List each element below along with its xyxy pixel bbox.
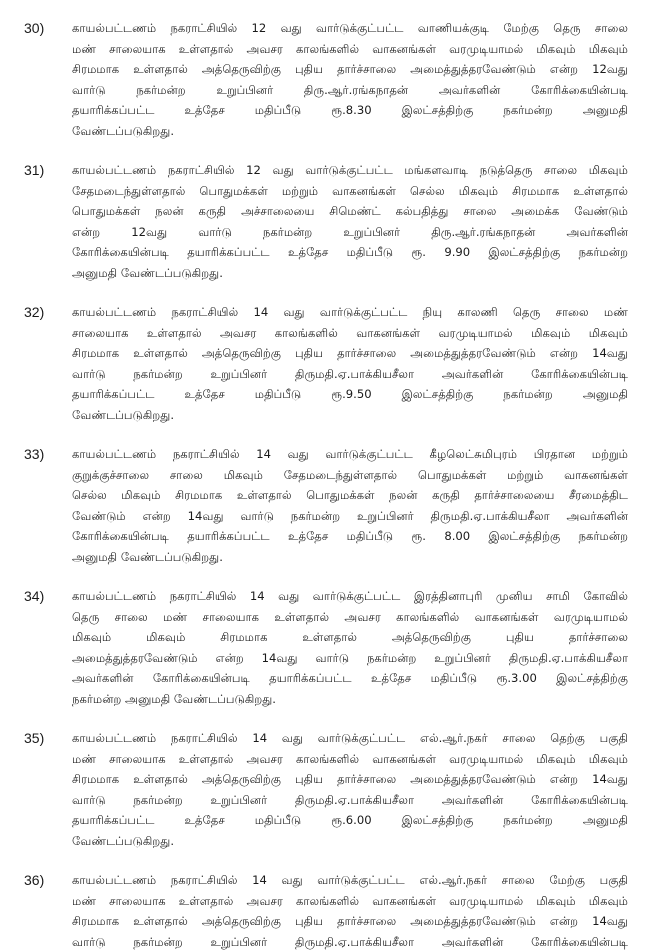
item-number: 32) bbox=[24, 302, 72, 323]
text-line: நகர்மன்ற அனுமதி வேண்டப்படுகிறது. bbox=[72, 689, 628, 710]
text-line: காயல்பட்டணம் நகராட்சியில் 14 வது வார்டுக்குட்பட்ட நியு காலணி தெரு சாலை மண் bbox=[72, 302, 628, 323]
text-line: சிரமமாக உள்ளதால் அத்தெருவிற்கு புதிய தார்ச்சாலை அமைத்துத்தரவேண்டும் என்ற 14வது bbox=[72, 769, 628, 790]
text-line: அனுமதி வேண்டப்படுகிறது. bbox=[72, 547, 628, 568]
item-number: 30) bbox=[24, 18, 72, 39]
text-line: வார்டு நகர்மன்ற உறுப்பினர் திரு.ஆர்.ரங்கநாதன் அவர்களின் கோரிக்கையின்படி bbox=[72, 80, 628, 101]
item-text bbox=[72, 18, 628, 141]
text-line: வேண்டப்படுகிறது. bbox=[72, 831, 628, 852]
text-line: அனுமதி வேண்டப்படுகிறது. bbox=[72, 263, 628, 284]
resolution-item-36 bbox=[24, 870, 628, 952]
text-line: குறுக்குச்சாலை சாலை மிகவும் சேதமடைந்துள்ளதால் பொதுமக்கள் மற்றும் வாகனங்கள் bbox=[72, 465, 628, 486]
item-number: 34) bbox=[24, 586, 72, 607]
item-text bbox=[72, 444, 628, 567]
text-line: வேண்டப்படுகிறது. bbox=[72, 121, 628, 142]
item-text bbox=[72, 302, 628, 425]
text-line: காயல்பட்டணம் நகராட்சியில் 12 வது வார்டுக்குட்பட்ட மங்களவாடி நடுத்தெரு சாலை மிகவும் bbox=[72, 160, 628, 181]
item-text bbox=[72, 728, 628, 851]
text-line: காயல்பட்டணம் நகராட்சியில் 14 வது வார்டுக்குட்பட்ட எல்.ஆர்.நகர் சாலை மேற்கு பகுதி bbox=[72, 870, 628, 891]
text-line: என்ற 12வது வார்டு நகர்மன்ற உறுப்பினர் திரு.ஆர்.ரங்கநாதன் அவர்களின் bbox=[72, 222, 628, 243]
resolution-item-32 bbox=[24, 302, 628, 425]
text-line: தயாரிக்கப்பட்ட உத்தேச மதிப்பீடு ரூ.8.30 இலட்சத்திற்கு நகர்மன்ற அனுமதி bbox=[72, 100, 628, 121]
text-line: சேதமடைந்துள்ளதால் பொதுமக்கள் மற்றும் வாகனங்கள் செல்ல மிகவும் சிரமமாக உள்ளதால் bbox=[72, 181, 628, 202]
text-line: சிரமமாக உள்ளதால் அத்தெருவிற்கு புதிய தார்ச்சாலை அமைத்துத்தரவேண்டும் என்ற 14வது bbox=[72, 911, 628, 932]
text-line: மிகவும் மிகவும் சிரமமாக உள்ளதால் அத்தெருவிற்கு புதிய தார்ச்சாலை bbox=[72, 627, 628, 648]
text-line: மண் சாலையாக உள்ளதால் அவசர காலங்களில் வாகனங்கள் வரமுடியாமல் மிகவும் மிகவும் bbox=[72, 891, 628, 912]
resolution-item-33 bbox=[24, 444, 628, 567]
text-line: வார்டு நகர்மன்ற உறுப்பினர் திருமதி.ஏ.பாக்கியசீலா அவர்களின் கோரிக்கையின்படி bbox=[72, 932, 628, 952]
text-line: கோரிக்கையின்படி தயாரிக்கப்பட்ட உத்தேச மதிப்பீடு ரூ. 8.00 இலட்சத்திற்கு நகர்மன்ற bbox=[72, 526, 628, 547]
resolution-item-31 bbox=[24, 160, 628, 283]
text-line: கோரிக்கையின்படி தயாரிக்கப்பட்ட உத்தேச மதிப்பீடு ரூ. 9.90 இலட்சத்திற்கு நகர்மன்ற bbox=[72, 242, 628, 263]
text-line: சிரமமாக உள்ளதால் அத்தெருவிற்கு புதிய தார்ச்சாலை அமைத்துத்தரவேண்டும் என்ற 14வது bbox=[72, 343, 628, 364]
item-text bbox=[72, 870, 628, 952]
text-line: செல்ல மிகவும் சிரமமாக உள்ளதால் பொதுமக்கள் நலன் கருதி தார்ச்சாலையை சீரமைத்திட bbox=[72, 485, 628, 506]
resolution-item-35 bbox=[24, 728, 628, 851]
resolution-item-34 bbox=[24, 586, 628, 709]
text-line: வார்டு நகர்மன்ற உறுப்பினர் திருமதி.ஏ.பாக்கியசீலா அவர்களின் கோரிக்கையின்படி bbox=[72, 790, 628, 811]
item-text bbox=[72, 586, 628, 709]
item-text bbox=[72, 160, 628, 283]
text-line: பொதுமக்கள் நலன் கருதி அச்சாலையை சிமெண்ட் கல்பதித்து சாலை அமைக்க வேண்டும் bbox=[72, 201, 628, 222]
text-line: மண் சாலையாக உள்ளதால் அவசர காலங்களில் வாகனங்கள் வரமுடியாமல் மிகவும் மிகவும் bbox=[72, 39, 628, 60]
text-line: சிரமமாக உள்ளதால் அத்தெருவிற்கு புதிய தார்ச்சாலை அமைத்துத்தரவேண்டும் என்ற 12வது bbox=[72, 59, 628, 80]
item-number: 36) bbox=[24, 870, 72, 891]
text-line: காயல்பட்டணம் நகராட்சியில் 14 வது வார்டுக்குட்பட்ட இரத்தினாபுரி முனிய சாமி கோவில் bbox=[72, 586, 628, 607]
text-line: மண் சாலையாக உள்ளதால் அவசர காலங்களில் வாகனங்கள் வரமுடியாமல் மிகவும் மிகவும் bbox=[72, 749, 628, 770]
text-line: காயல்பட்டணம் நகராட்சியில் 14 வது வார்டுக்குட்பட்ட எல்.ஆர்.நகர் சாலை தெற்கு பகுதி bbox=[72, 728, 628, 749]
text-line: அவர்களின் கோரிக்கையின்படி தயாரிக்கப்பட்ட உத்தேச மதிப்பீடு ரூ.3.00 இலட்சத்திற்கு bbox=[72, 668, 628, 689]
text-line: வேண்டும் என்ற 14வது வார்டு நகர்மன்ற உறுப்பினர் திருமதி.ஏ.பாக்கியசீலா அவர்களின் bbox=[72, 506, 628, 527]
text-line: வார்டு நகர்மன்ற உறுப்பினர் திருமதி.ஏ.பாக்கியசீலா அவர்களின் கோரிக்கையின்படி bbox=[72, 364, 628, 385]
text-line: சாலையாக உள்ளதால் அவசர காலங்களில் வாகனங்கள் வரமுடியாமல் மிகவும் மிகவும் bbox=[72, 323, 628, 344]
text-line: தயாரிக்கப்பட்ட உத்தேச மதிப்பீடு ரூ.6.00 இலட்சத்திற்கு நகர்மன்ற அனுமதி bbox=[72, 810, 628, 831]
text-line: அமைத்துத்தரவேண்டும் என்ற 14வது வார்டு நகர்மன்ற உறுப்பினர் திருமதி.ஏ.பாக்கியசீலா bbox=[72, 648, 628, 669]
item-number: 31) bbox=[24, 160, 72, 181]
text-line: காயல்பட்டணம் நகராட்சியில் 14 வது வார்டுக்குட்பட்ட கீழலெட்சுமிபுரம் பிரதான மற்றும் bbox=[72, 444, 628, 465]
item-number: 35) bbox=[24, 728, 72, 749]
text-line: தயாரிக்கப்பட்ட உத்தேச மதிப்பீடு ரூ.9.50 இலட்சத்திற்கு நகர்மன்ற அனுமதி bbox=[72, 384, 628, 405]
resolution-list bbox=[24, 18, 628, 952]
text-line: வேண்டப்படுகிறது. bbox=[72, 405, 628, 426]
resolution-item-30 bbox=[24, 18, 628, 141]
item-number: 33) bbox=[24, 444, 72, 465]
text-line: தெரு சாலை மண் சாலையாக உள்ளதால் அவசர காலங்களில் வாகனங்கள் வரமுடியாமல் bbox=[72, 607, 628, 628]
text-line: காயல்பட்டணம் நகராட்சியில் 12 வது வார்டுக்குட்பட்ட வாணியக்குடி மேற்கு தெரு சாலை bbox=[72, 18, 628, 39]
